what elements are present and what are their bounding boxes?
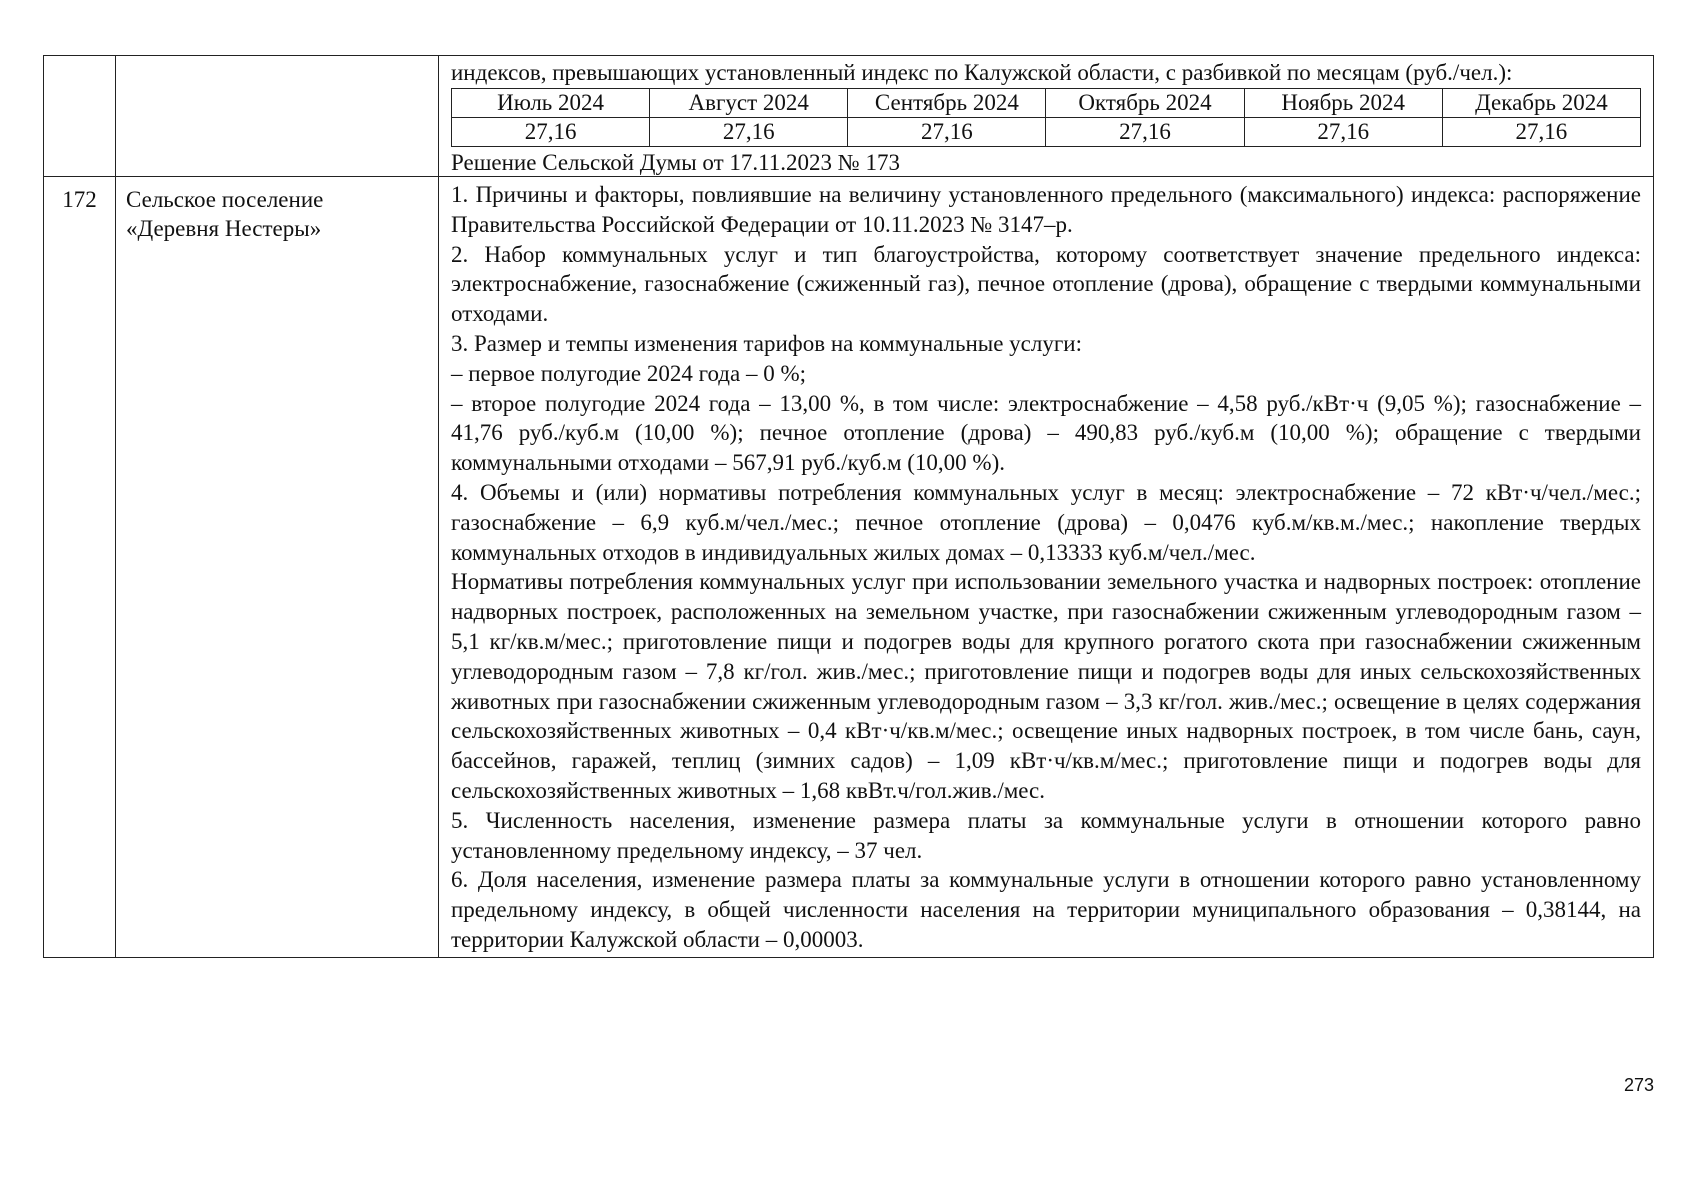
page-number: 273 xyxy=(1623,1075,1654,1095)
paragraph: 5. Численность населения, изменение размера платы за коммунальные услуги в отношении которого равно установленному предельному индексу, – 37 чел. xyxy=(451,807,1641,863)
paragraph: 4. Объемы и (или) нормативы потребления коммунальных услуг в месяц: электроснабжение – 72 кВт·ч/чел./мес.; газоснабжение – 6,9 куб.м/чел./мес.; печное отопление (дрова) – 0,0476 куб.м/кв.м./мес.; накопление твердых коммунальных отходов в индивидуальных жилых домах – 0,13333 куб.м/чел./мес. xyxy=(451,479,1641,565)
paragraph: 3. Размер и темпы изменения тарифов на коммунальные услуги: xyxy=(451,330,1082,356)
month-labels-row xyxy=(452,89,1641,118)
month-value: 27,16 xyxy=(848,118,1046,147)
month-label: Ноябрь 2024 xyxy=(1244,89,1442,118)
month-label: Декабрь 2024 xyxy=(1442,89,1640,118)
paragraph: – первое полугодие 2024 года – 0 %; xyxy=(451,360,807,386)
month-value: 27,16 xyxy=(650,118,848,147)
continuation-row xyxy=(44,56,1654,177)
paragraph: 1. Причины и факторы, повлиявшие на величину установленного предельного (максимального) индекса: распоряжение Правительства Российской Федерации от 10.11.2023 № 3147–р. xyxy=(451,182,1641,237)
month-label: Сентябрь 2024 xyxy=(848,89,1046,118)
paragraph: – второе полугодие 2024 года – 13,00 %, в том числе: электроснабжение – 4,58 руб./кВт·ч (9,05 %); газоснабжение – 41,76 руб./куб.м (10,00 %); печное отопление (дрова) – 490,83 руб./куб.м (10,00 %); обращение с твердыми коммунальными отходами – 567,91 руб./куб.м (10,00 %). xyxy=(451,390,1641,476)
entry-name-cell xyxy=(116,177,439,958)
monthly-index-table xyxy=(451,88,1641,147)
month-label: Июль 2024 xyxy=(452,89,650,118)
empty-name-cell xyxy=(116,56,439,177)
paragraph: Нормативы потребления коммунальных услуг при использовании земельного участка и надворных построек: отопление надворных построек, расположенных на земельном участке, при газоснабжении сжиженным углеводородным газом – 5,1 кг/кв.м/мес.; приготовление пищи и подогрев воды для крупного рогатого скота при газоснабжении сжиженным углеводородным газом – 7,8 кг/гол. жив./мес.; приготовление пищи и подогрев воды для иных сельскохозяйственных животных при газоснабжении сжиженным углеводородным газом – 3,3 кг/гол. жив./мес.; освещение в целях содержания сельскохозяйственных животных – 0,4 кВт·ч/кв.м/мес.; освещение иных надворных построек, в том числе бань, саун, бассейнов, гаражей, теплиц (зимних садов) – 1,09 кВт·ч/кв.м/мес.; приготовление пищи и подогрев воды для сельскохозяйственных животных – 1,68 квВт.ч/гол.жив./мес. xyxy=(451,569,1641,803)
continuation-cell xyxy=(439,56,1654,177)
month-value: 27,16 xyxy=(1046,118,1244,147)
entry-number: 172 xyxy=(44,177,116,958)
empty-number-cell xyxy=(44,56,116,177)
paragraph: 2. Набор коммунальных услуг и тип благоустройства, которому соответствует значение предельного индекса: электроснабжение, газоснабжение (сжиженный газ), печное отопление (дрова), обращение с твердыми коммунальными отходами. xyxy=(451,241,1641,327)
document-table xyxy=(43,55,1654,958)
month-values-row xyxy=(452,118,1641,147)
decision-reference: Решение Сельской Думы от 17.11.2023 № 173 xyxy=(451,150,900,175)
entry-row xyxy=(44,177,1654,958)
month-value: 27,16 xyxy=(1244,118,1442,147)
continuation-intro: индексов, превышающих установленный индекс по Калужской области, с разбивкой по месяцам (руб./чел.): xyxy=(451,60,1513,85)
entry-name-line1: Сельское поселение xyxy=(126,187,324,212)
month-label: Август 2024 xyxy=(650,89,848,118)
month-value: 27,16 xyxy=(1442,118,1640,147)
month-label: Октябрь 2024 xyxy=(1046,89,1244,118)
entry-details-cell xyxy=(439,177,1654,958)
entry-name-line2: «Деревня Нестеры» xyxy=(126,216,322,241)
paragraph: 6. Доля населения, изменение размера платы за коммунальные услуги в отношении которого равно установленному предельному индексу, в общей численности населения на территории муниципального образования – 0,38144, на территории Калужской области – 0,00003. xyxy=(451,867,1641,952)
month-value: 27,16 xyxy=(452,118,650,147)
